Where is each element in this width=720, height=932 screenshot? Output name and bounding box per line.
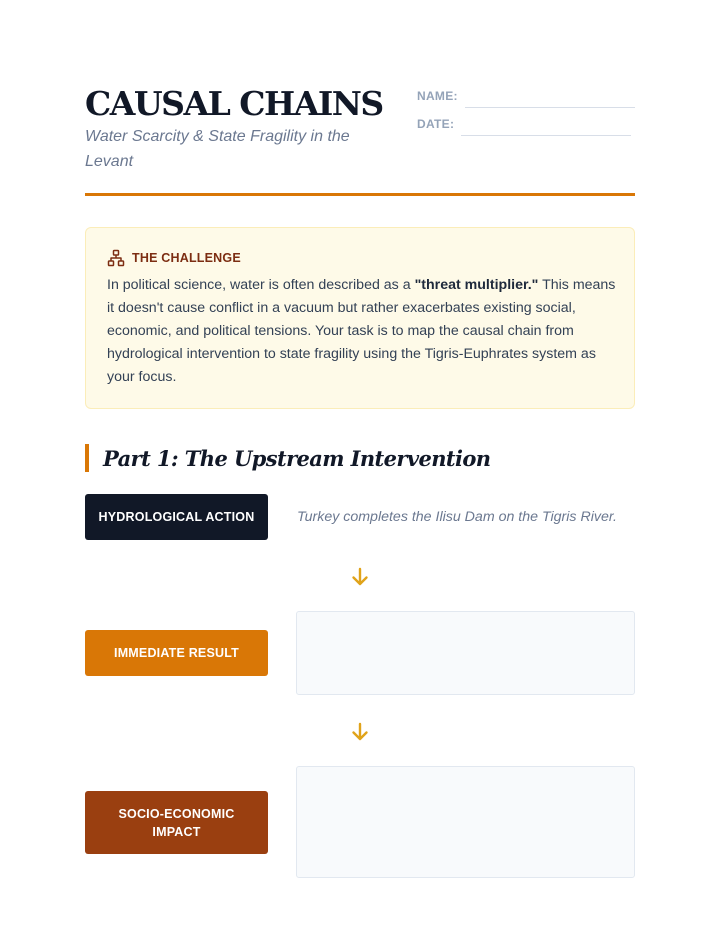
page-title: CAUSAL CHAINS — [85, 84, 383, 123]
part-1-heading — [85, 444, 635, 472]
arrow-down-icon — [350, 566, 370, 588]
name-label: NAME: — [417, 89, 458, 103]
challenge-text-rest: This means it doesn't cause conflict in a vacuum but rather exacerbates existing social, economic, and political tensions. Your task is to map the causal chain from hydrological intervention to state fragility using the Tigris-Euphrates system as your focus. — [107, 277, 616, 385]
socio-economic-impact-answer-box[interactable] — [296, 766, 635, 878]
challenge-title: THE CHALLENGE — [132, 251, 241, 265]
name-field[interactable] — [417, 86, 635, 108]
name-input-line[interactable] — [465, 107, 635, 108]
step-label-immediate-result: IMMEDIATE RESULT — [85, 630, 268, 676]
step-statement-hydrological-action: Turkey completes the Ilisu Dam on the Tigris River. — [297, 509, 617, 525]
date-label: DATE: — [417, 117, 455, 131]
date-field[interactable] — [417, 114, 631, 136]
part-1-title: Part 1: The Upstream Intervention — [103, 446, 491, 471]
section-accent-bar — [85, 444, 89, 472]
step-label-hydrological-action: HYDROLOGICAL ACTION — [85, 494, 268, 540]
step-label-socio-economic-impact: SOCIO-ECONOMIC IMPACT — [85, 791, 268, 854]
worksheet-header — [85, 84, 635, 196]
challenge-text-intro: In political science, water is often described as a — [107, 277, 415, 293]
page-subtitle: Water Scarcity & State Fragility in the Levant — [85, 128, 350, 170]
challenge-box — [85, 227, 635, 409]
date-input-line[interactable] — [461, 135, 631, 136]
arrow-down-icon — [350, 721, 370, 743]
challenge-text — [107, 274, 617, 389]
challenge-emphasis: "threat multiplier." — [414, 277, 539, 293]
sitemap-icon — [107, 249, 125, 267]
header-divider — [85, 193, 635, 196]
immediate-result-answer-box[interactable] — [296, 611, 635, 695]
